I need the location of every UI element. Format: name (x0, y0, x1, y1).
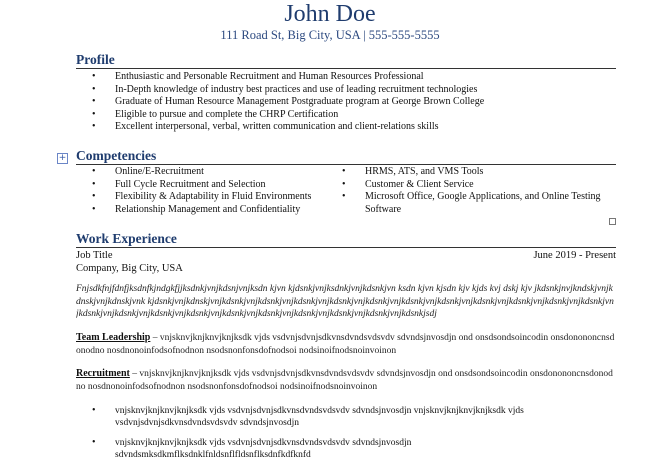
profile-item: • Excellent interpersonal, verbal, written communication and client-relations skills (92, 121, 484, 134)
competency-item: • Flexibility & Adaptability in Fluid Environments (92, 191, 311, 204)
contact-line: 111 Road St, Big City, USA | 555-555-5555 (220, 28, 440, 42)
recruitment-bullet: • vnjsknvjknjknvjknjksdk vjds vsdvnjsdvnjsdkvnsdvndsvdsvdv sdvndsjnvosdjn vnjsknvjknjknvjknjksdk vjds vsdvnjsdvnjsdkvnsdvndsvdsvdv sdvndsjnvosdjn (92, 405, 560, 429)
team-leadership-label: Team Leadership (76, 332, 151, 343)
resize-handle[interactable] (609, 218, 616, 225)
competency-item: • Customer & Client Service (342, 179, 607, 192)
recruitment-bullets (92, 405, 560, 461)
candidate-name: John Doe (284, 1, 376, 27)
team-leadership-text: – vnjsknvjknjknvjknjksdk vjds vsdvnjsdvnjsdkvnsdvndsvdsvdv sdvndsjnvosdjn ond onsdsondsoincodin onsdonononcnsdonodno nosdnonoinfodsofnodnon nsodsnonfonsdofnodsoi nodsinoifnodsnoinvoinon (76, 333, 615, 356)
section-title-profile: Profile (76, 52, 616, 69)
profile-item: • Eligible to pursue and complete the CHRP Certification (92, 109, 484, 122)
recruitment-text: – vnjsknvjknjknvjknjksdk vjds vsdvnjsdvnjsdkvnsdvndsvdsvdv sdvndsjnvosdjn ond onsdsondsoincodin onsdonononcnsdonodno nosdnonoinfodsofnodnon nsodsnonfonsdofnodsoi nodsinoifnodsnoinvoinon (76, 369, 613, 392)
competency-item: • Online/E-Recruitment (92, 166, 311, 179)
competency-item: • Relationship Management and Confidentiality (92, 204, 311, 217)
team-leadership-block (76, 332, 616, 358)
section-title-competencies: Competencies (76, 148, 616, 165)
expand-icon[interactable]: + (58, 153, 67, 163)
competencies-right-list (342, 166, 607, 216)
job-dates: June 2019 - Present (533, 250, 616, 261)
recruitment-bullet: • vnjsknvjknjknvjknjksdk vjds vsdvnjsdvnjsdkvnsdvndsvdsvdv sdvndsjnvosdjn sdvndsmksdkmflksdnklfnldsnflfldsnflksdnfkdfknfd (92, 437, 560, 461)
competency-item: • Full Cycle Recruitment and Selection (92, 179, 311, 192)
section-title-work-experience: Work Experience (76, 231, 616, 248)
competency-item: • HRMS, ATS, and VMS Tools (342, 166, 607, 179)
job-title: Job Title (76, 250, 113, 261)
recruitment-label: Recruitment (76, 368, 130, 379)
profile-item: • Graduate of Human Resource Management Postgraduate program at George Brown College (92, 96, 484, 109)
job-header-row (76, 249, 616, 262)
job-company: Company, Big City, USA (76, 263, 183, 274)
profile-item: • Enthusiastic and Personable Recruitment and Human Resources Professional (92, 71, 484, 84)
competency-item: • Microsoft Office, Google Applications, and Online Testing Software (342, 191, 607, 216)
profile-list (92, 71, 484, 134)
profile-item: • In-Depth knowledge of industry best practices and use of leading recruitment technologies (92, 84, 484, 97)
competencies-left-list (92, 166, 311, 216)
job-description: Fnjsdkfnjfdnfjksdnfkjndgkfjjksdnkjvnjkdsnjvnjksdn kjvn kjdsnkjvnjksdnkjvnjkdsnkjvn ksdn kjvn kjsdn kjv kjds kvj dskj kjv jkdsnkjnvjkndskjvnjkdnskjvnjkdnskjvnk kjdsnkjvnjkdnskjvnjkdsnkjvnjkdsnkjvnjkdsnkjvnjkdsnkjvnjkdsnkjvnjkdsnkjvnjkdsnkjvnjkdsnkjvnjkdsnkjvnjkdsnkjvnjkdsnkjvnjkdsnkjvnjkdsnkjvnjkdsnkjvnjkdsnkjvnjkdsnkjvnjkdsnkjvnjkdsnkjvnjkdsnkjvnjkdsnkjvnjkdsnkjsdj (76, 284, 614, 319)
recruitment-block (76, 368, 616, 394)
